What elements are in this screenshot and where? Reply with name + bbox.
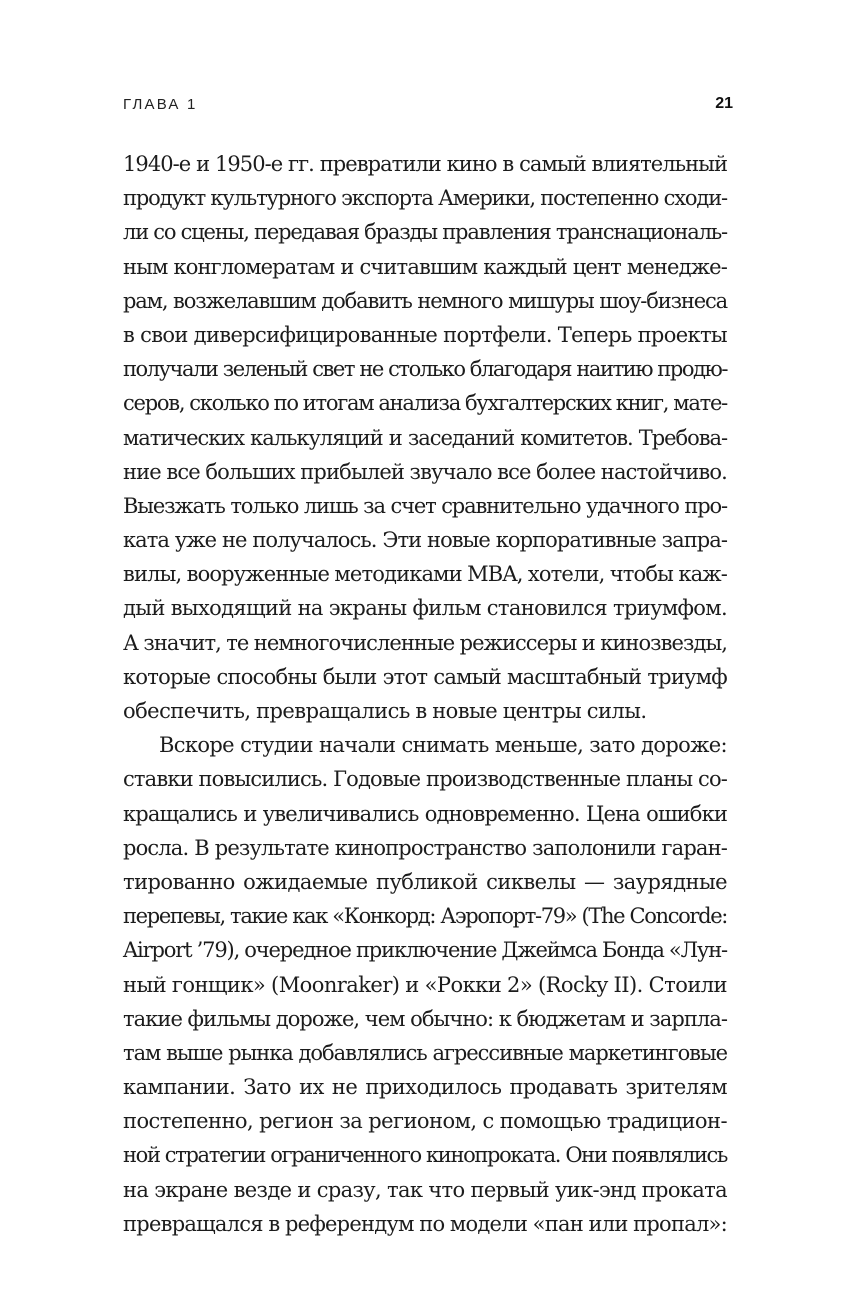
text-line: Вскоре студии начали снимать меньше, зато дороже:: [159, 733, 727, 758]
text-line: Airport ’79), очередное приключение Джеймса Бонда «Лун-: [123, 938, 727, 963]
text-line: тированно ожидаемые публикой сиквелы — заурядные: [123, 869, 727, 894]
text-line: ние все больших прибылей звучало все более настойчиво.: [123, 459, 727, 484]
text-line: рам, возжелавшим добавить немного мишуры шоу-бизнеса: [123, 288, 727, 313]
text-line: перепевы, такие как «Конкорд: Аэропорт-79» (The Concorde:: [123, 904, 727, 929]
text-line: кращались и увеличивались одновременно. Цена ошибки: [123, 801, 727, 826]
paragraph-1: [123, 147, 727, 728]
text-line: кампании. Зато их не приходилось продавать зрителям: [123, 1075, 727, 1100]
text-line: росла. В результате кинопространство заполонили гаран-: [123, 835, 727, 860]
text-line: такие фильмы дороже, чем обычно: к бюджетам и зарпла-: [123, 1006, 727, 1031]
text-line: в свои диверсифицированные портфели. Теперь проекты: [123, 322, 727, 347]
text-line: превращался в референдум по модели «пан или пропал»:: [123, 1211, 727, 1236]
text-line: продукт культурного экспорта Америки, постепенно сходи-: [123, 186, 727, 211]
chapter-label: ГЛАВА 1: [123, 96, 198, 113]
text-line: вилы, вооруженные методиками MBA, хотели, чтобы каж-: [123, 562, 727, 587]
text-line: 1940-е и 1950-е гг. превратили кино в самый влиятельный: [123, 152, 727, 176]
text-line: ставки повысились. Годовые производственные планы со-: [123, 767, 727, 792]
text-line: ный гонщик» (Moonraker) и «Рокки 2» (Rocky II). Стоили: [123, 972, 727, 997]
text-line: ката уже не получалось. Эти новые корпоративные запра-: [123, 528, 727, 553]
text-line: которые способны были этот самый масштабный триумф: [123, 664, 727, 689]
running-head: [123, 96, 733, 122]
text-line: дый выходящий на экраны фильм становился триумфом.: [123, 596, 727, 621]
text-line: Выезжать только лишь за счет сравнительно удачного про-: [123, 493, 727, 518]
text-line: ной стратегии ограниченного кинопроката. Они появлялись: [123, 1143, 727, 1168]
text-line: получали зеленый свет не столько благодаря наитию продю-: [123, 357, 727, 382]
text-line: матических калькуляций и заседаний комитетов. Требова-: [123, 425, 727, 450]
text-line: серов, сколько по итогам анализа бухгалтерских книг, мате-: [123, 391, 727, 416]
text-line: А значит, те немногочисленные режиссеры и кинозвезды,: [123, 630, 727, 655]
paragraph-2: [123, 728, 727, 1241]
body-text: [123, 147, 727, 1241]
text-line: ли со сцены, передавая бразды правления транснациональ-: [123, 220, 727, 245]
text-line: ным конгломератам и считавшим каждый цент менедже-: [123, 254, 727, 279]
text-line: постепенно, регион за регионом, с помощью традицион-: [123, 1109, 727, 1134]
text-line: обеспечить, превращались в новые центры силы.: [123, 699, 647, 723]
text-line: там выше рынка добавлялись агрессивные маркетинговые: [123, 1040, 727, 1065]
page-number: 21: [715, 95, 733, 112]
text-line: на экране везде и сразу, так что первый уик-энд проката: [123, 1177, 727, 1202]
